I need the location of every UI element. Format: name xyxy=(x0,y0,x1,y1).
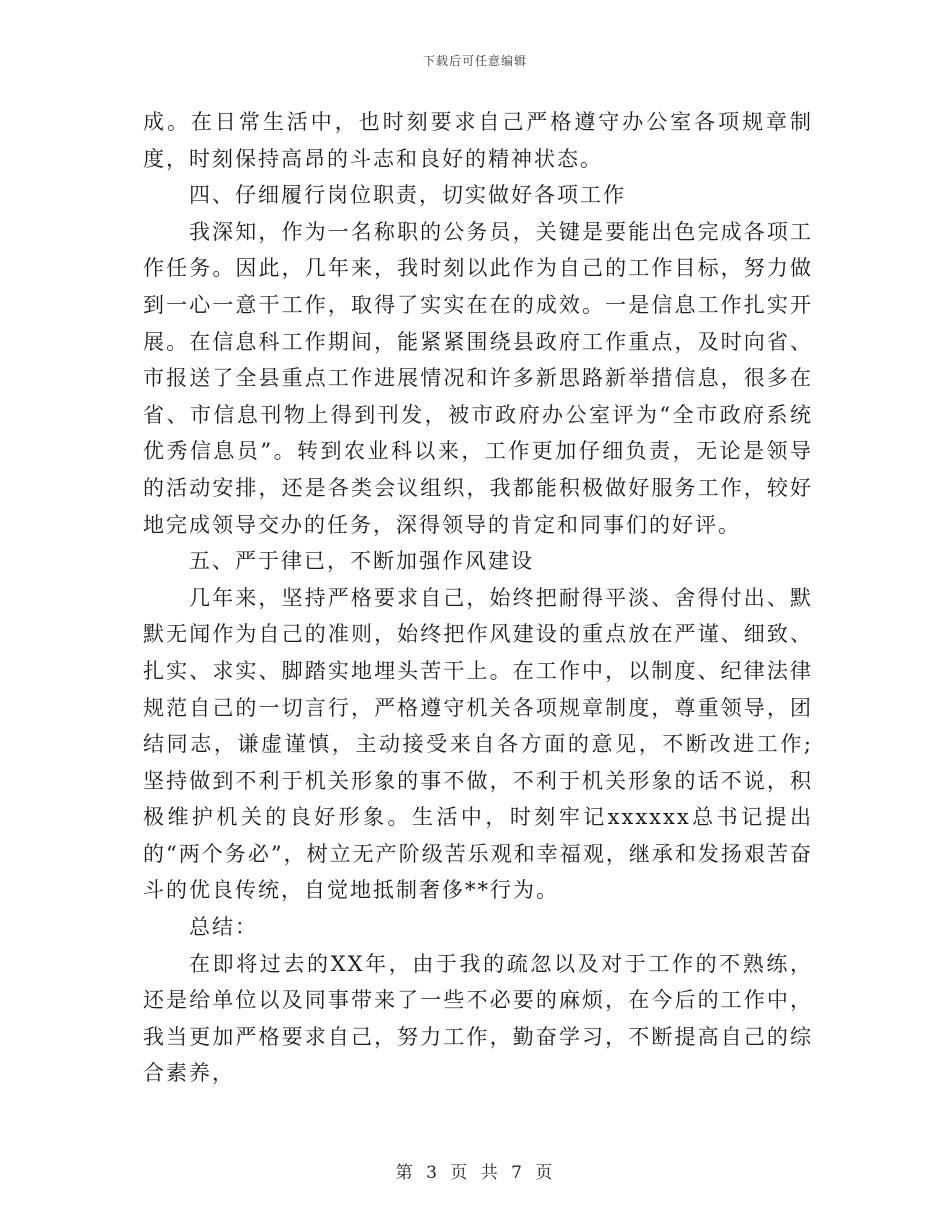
section-heading-5: 五、严于律已，不断加强作风建设 xyxy=(189,549,534,574)
section-heading-4: 四、仔细履行岗位职责，切实做好各项工作 xyxy=(189,183,626,208)
summary-heading: 总结： xyxy=(189,915,258,940)
paragraph-1: 成。在日常生活中，也时刻要求自己严格遵守办公室各项规章制度，时刻保持高昂的斗志和良好的精神状态。 xyxy=(143,110,813,171)
paragraph-2: 我深知，作为一名称职的公务员，关键是要能出色完成各项工作任务。因此，几年来，我时刻以此作为自己的工作目标，努力做到一心一意干工作，取得了实实在在的成效。一是信息工作扎实开展。在信息科工作期间，能紧紧围绕县政府工作重点，及时向省、市报送了全县重点工作进展情况和许多新思路新举措信息，很多在省、市信息刊物上得到刊发，被市政府办公室评为“全市政府系统优秀信息员”。转到农业科以来，工作更加仔细负责，无论是领导的活动安排，还是各类会议组织，我都能积极做好服务工作，较好地完成领导交办的任务，深得领导的肯定和同事们的好评。 xyxy=(143,219,813,537)
paragraph-4: 在即将过去的XX年，由于我的疏忽以及对于工作的不熟练，还是给单位以及同事带来了一些不必要的麻烦，在今后的工作中，我当更加严格要求自己，努力工作，勤奋学习，不断提高自己的综合素养， xyxy=(143,951,813,1086)
paragraph-3: 几年来，坚持严格要求自己，始终把耐得平淡、舍得付出、默默无闻作为自己的准则，始终把作风建设的重点放在严谨、细致、扎实、求实、脚踏实地埋头苦干上。在工作中，以制度、纪律法律规范自己的一切言行，严格遵守机关各项规章制度，尊重领导，团结同志，谦虚谨慎，主动接受来自各方面的意见，不断改进工作;坚持做到不利于机关形象的事不做，不利于机关形象的话不说，积极维护机关的良好形象。生活中，时刻牢记xxxxxx总书记提出的“两个务必”，树立无产阶级苦乐观和幸福观，继承和发扬艰苦奋斗的优良传统，自觉地抵制奢侈**行为。 xyxy=(143,585,813,903)
page-header-note: 下载后可任意编辑 xyxy=(422,54,527,68)
page-number: 第 3 页 共 7 页 xyxy=(395,1163,555,1183)
document-body xyxy=(143,104,813,1092)
